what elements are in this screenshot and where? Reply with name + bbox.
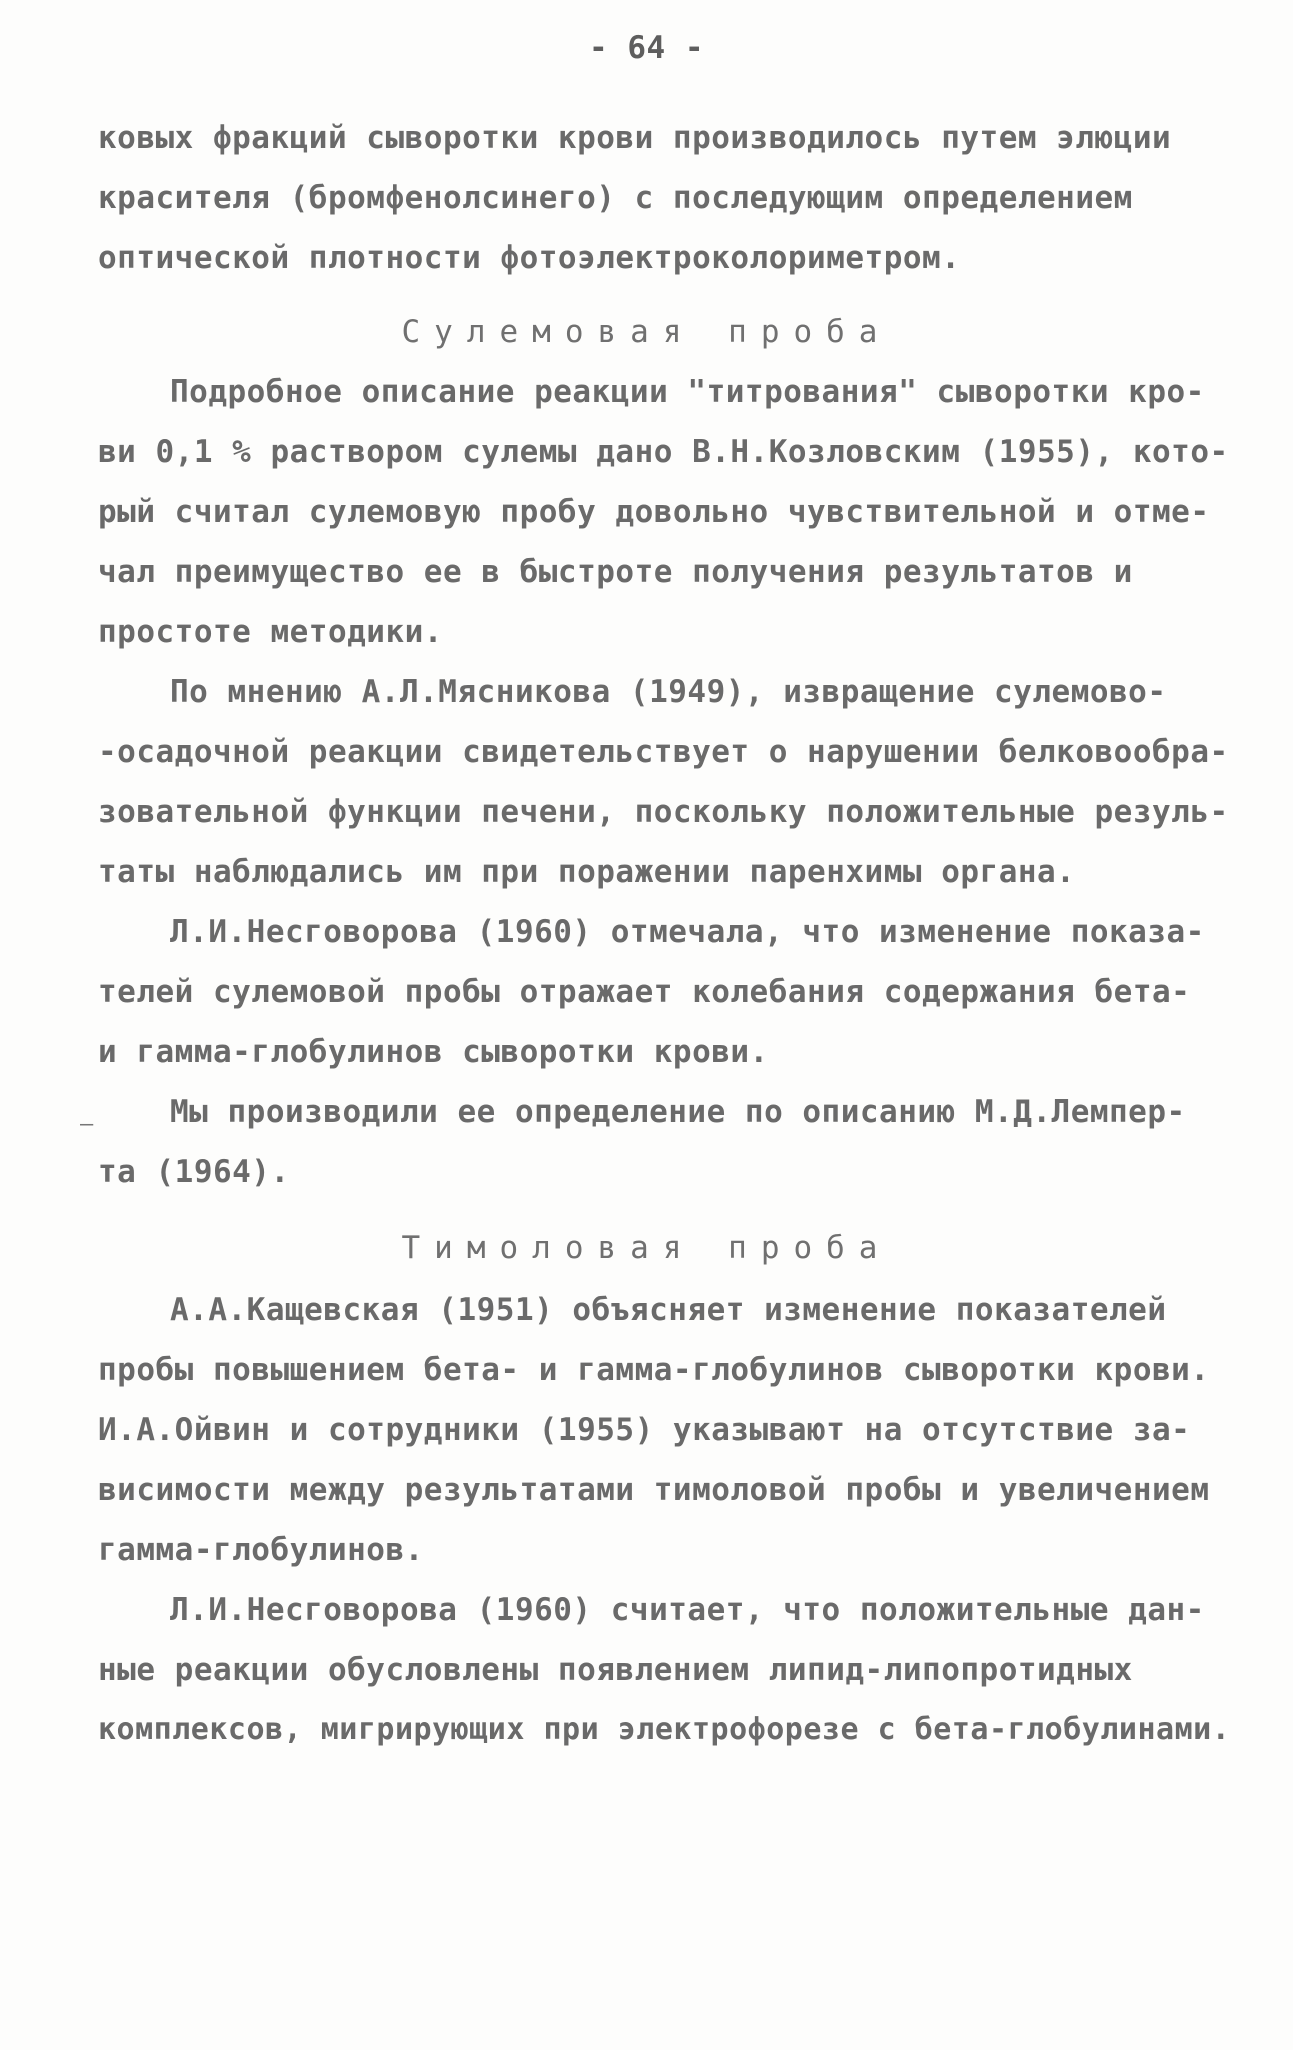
paragraph-line: висимости между результатами тимоловой пробы и увеличением (98, 1472, 1210, 1508)
margin-mark: – (80, 1112, 94, 1137)
paragraph-line: А.А.Кащевская (1951) объясняет изменение показателей (170, 1292, 1167, 1328)
paragraph-line: ные реакции обусловлены появлением липид-липопротидных (98, 1652, 1133, 1688)
section-heading-sulemovaya: Сулемовая проба (401, 314, 892, 350)
paragraph-line: ви 0,1 % раствором сулемы дано В.Н.Козловским (1955), кото- (98, 434, 1229, 470)
paragraph-line: красителя (бромфенолсинего) с последующим определением (98, 180, 1133, 216)
paragraph-line: оптической плотности фотоэлектроколориметром. (98, 240, 961, 276)
paragraph-line: -осадочной реакции свидетельствует о нарушении белковообра- (98, 734, 1229, 770)
paragraph-line: таты наблюдались им при поражении паренхимы органа. (98, 854, 1076, 890)
paragraph-line: пробы повышением бета- и гамма-глобулинов сыворотки крови. (98, 1352, 1210, 1388)
paragraph-line: зовательной функции печени, поскольку положительные резуль- (98, 794, 1229, 830)
paragraph-line: Л.И.Несговорова (1960) считает, что положительные дан- (170, 1592, 1205, 1628)
paragraph-line: Л.И.Несговорова (1960) отмечала, что изменение показа- (170, 914, 1205, 950)
paragraph-line: телей сулемовой пробы отражает колебания содержания бета- (98, 974, 1191, 1010)
paragraph-line: та (1964). (98, 1154, 290, 1190)
section-heading-timolovaya: Тимоловая проба (401, 1230, 892, 1266)
paragraph-line: комплексов, мигрирующих при электрофорезе с бета-глобулинами. (98, 1712, 1231, 1747)
paragraph-line: и гамма-глобулинов сыворотки крови. (98, 1034, 769, 1070)
paragraph-line: По мнению А.Л.Мясникова (1949), извращение сулемово- (170, 674, 1167, 710)
paragraph-line: Подробное описание реакции "титрования" сыворотки кро- (170, 374, 1205, 410)
paragraph-line: гамма-глобулинов. (98, 1532, 424, 1568)
paragraph-line: рый считал сулемовую пробу довольно чувствительной и отме- (98, 494, 1210, 530)
paragraph-line: чал преимущество ее в быстроте получения результатов и (98, 554, 1133, 590)
paragraph-line: ковых фракций сыворотки крови производилось путем элюции (98, 120, 1172, 156)
paragraph-line: Мы производили ее определение по описанию М.Д.Лемпер- (170, 1094, 1186, 1130)
page-number: - 64 - (589, 30, 704, 66)
paragraph-line: простоте методики. (98, 614, 443, 650)
paragraph-line: И.А.Ойвин и сотрудники (1955) указывают на отсутствие за- (98, 1412, 1191, 1448)
